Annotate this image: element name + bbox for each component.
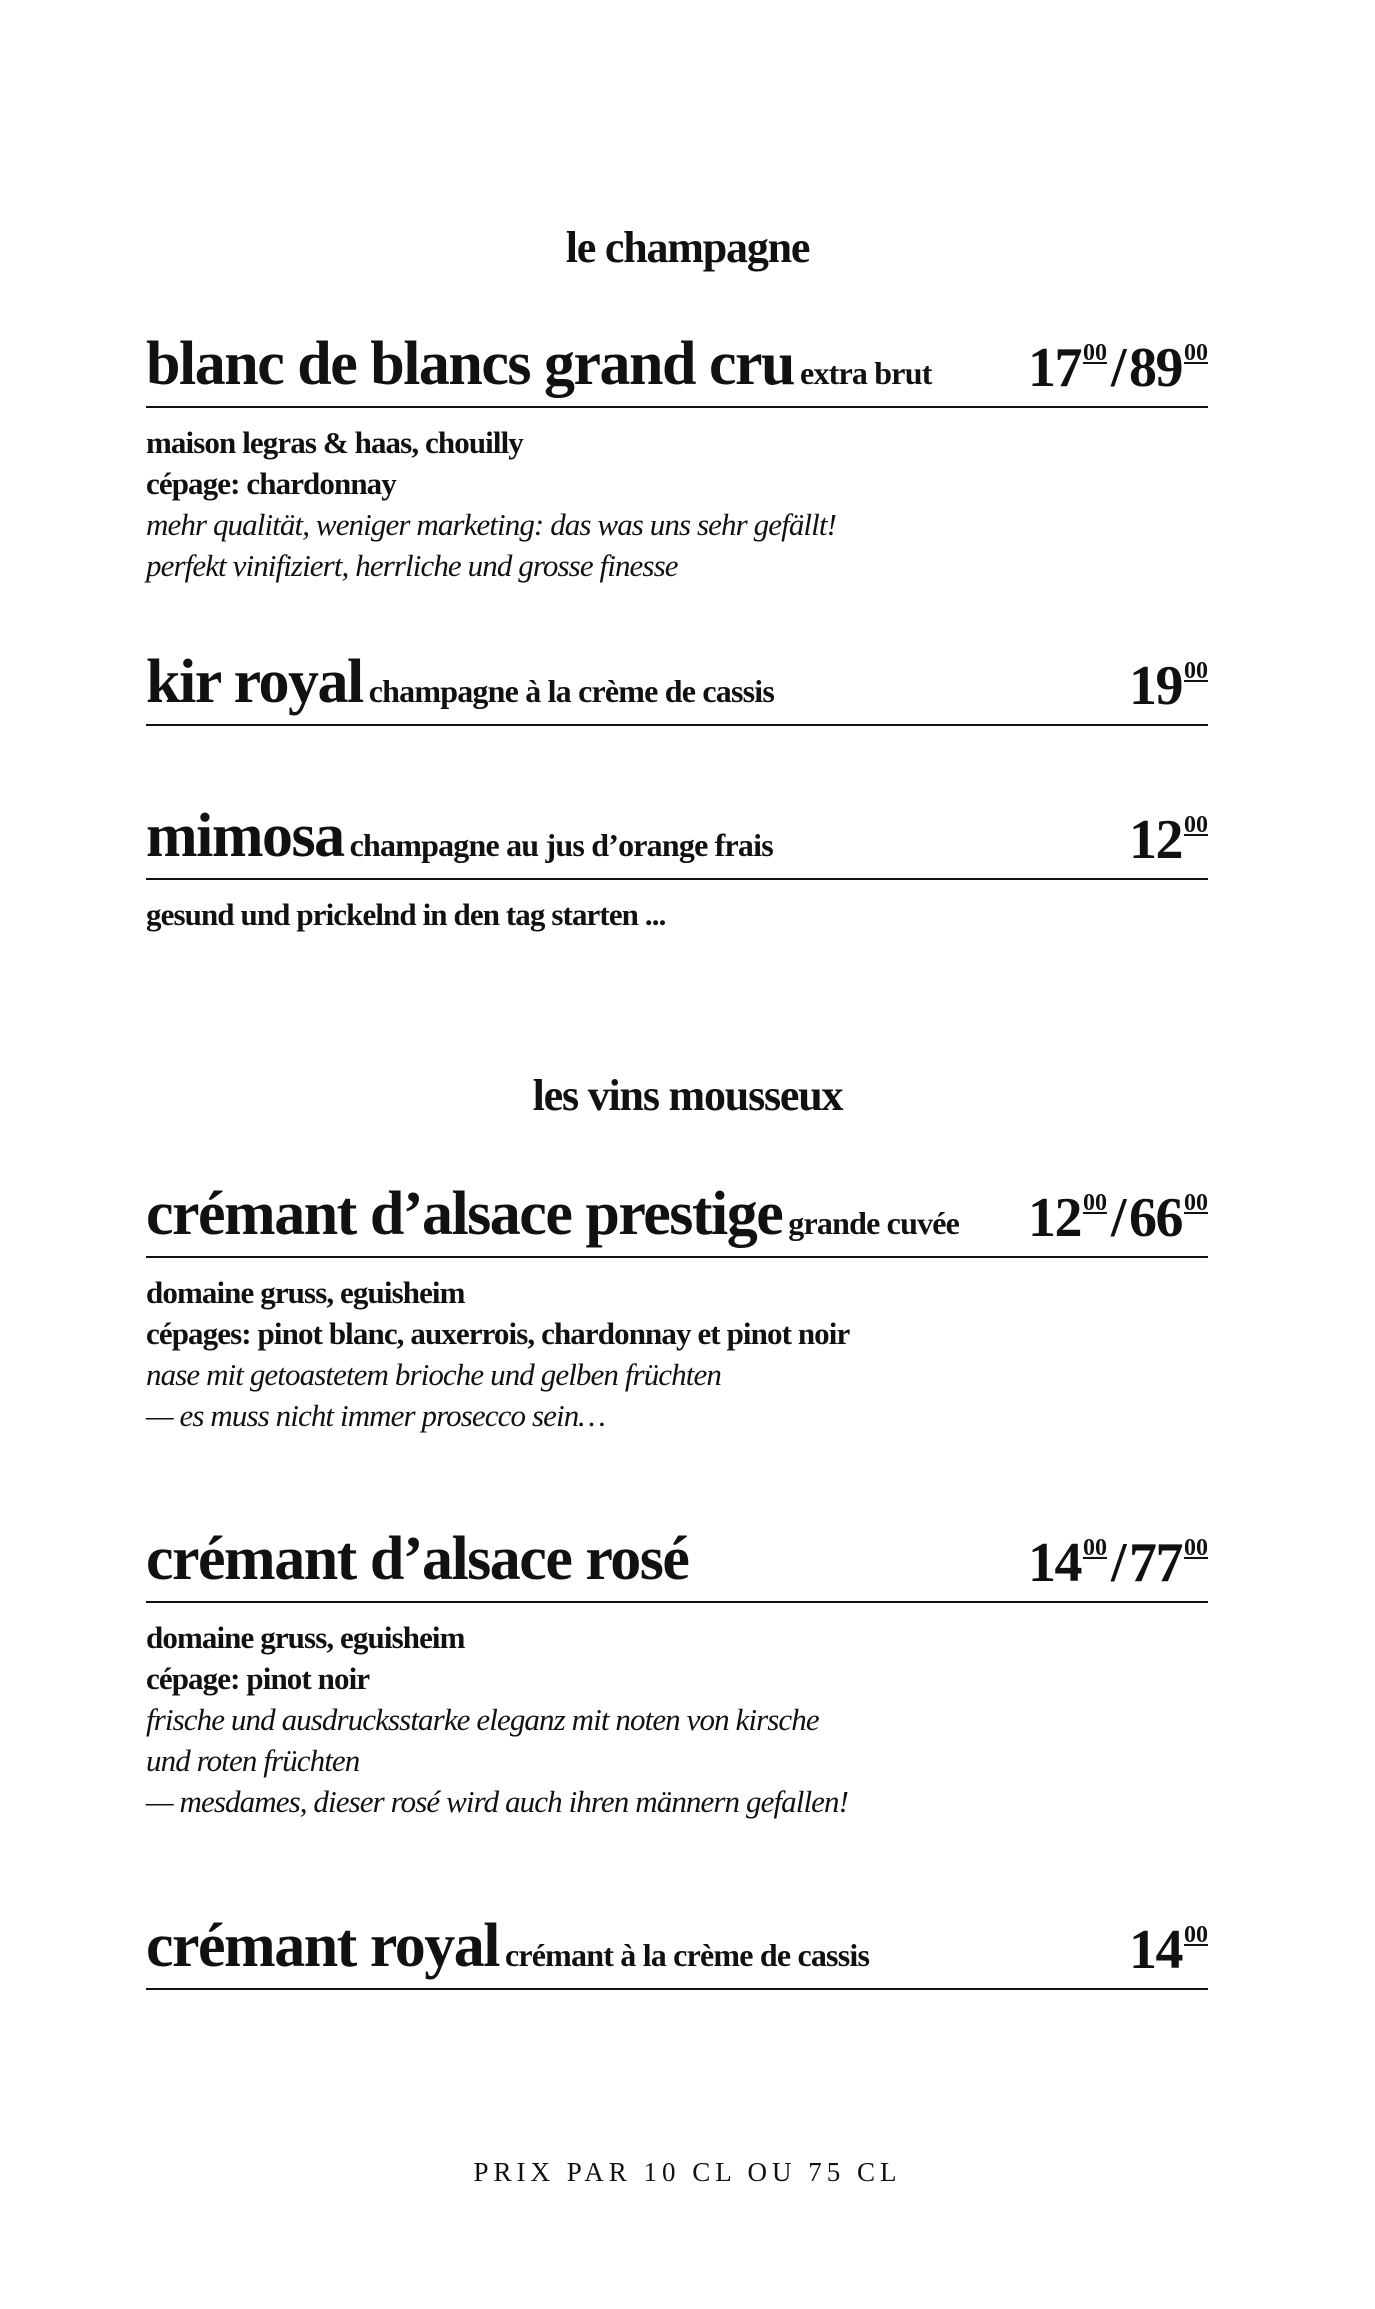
item-name: blanc de blancs grand cru [146, 330, 795, 398]
price-cents: 00 [1184, 812, 1208, 838]
menu-item [146, 1525, 1208, 1822]
item-header [146, 1525, 1208, 1603]
description-line: cépage: pinot noir [146, 1661, 370, 1696]
item-name: crémant d’alsace prestige [146, 1180, 783, 1248]
menu-item [146, 802, 1208, 935]
price-whole: 14 [1027, 1532, 1081, 1594]
description-line: — mesdames, dieser rosé wird auch ihren männern gefallen! [146, 1784, 849, 1819]
price-whole: 17 [1027, 337, 1081, 399]
item-subtitle: champagne au jus d’orange frais [349, 827, 773, 863]
item-header [146, 802, 1208, 880]
item-name: crémant royal [146, 1912, 499, 1980]
item-price [1129, 654, 1208, 718]
item-description [146, 408, 1208, 586]
item-title [146, 801, 773, 872]
price-cents: 00 [1082, 340, 1107, 366]
item-price [1028, 1186, 1208, 1250]
price-whole: 14 [1129, 1919, 1182, 1981]
item-title [146, 1524, 688, 1595]
item-description [146, 1603, 1208, 1822]
item-description [146, 880, 1208, 935]
price-separator: / [1110, 337, 1125, 399]
section-title: les vins mousseux [532, 1071, 843, 1120]
price-cents: 00 [1184, 340, 1208, 366]
price-whole: 89 [1129, 337, 1182, 399]
price-whole: 12 [1027, 1187, 1081, 1249]
item-header [146, 648, 1208, 726]
price-footnote: PRIX PAR 10 CL OU 75 CL [473, 2157, 902, 2187]
description-line: maison legras & haas, chouilly [146, 425, 523, 460]
description-line: gesund und prickelnd in den tag starten ... [146, 897, 666, 932]
menu-item [146, 1180, 1208, 1436]
description-line: — es muss nicht immer prosecco sein… [146, 1398, 605, 1433]
description-line: nase mit getoastetem brioche und gelben früchten [146, 1357, 721, 1392]
description-line: mehr qualität, weniger marketing: das was uns sehr gefällt! [146, 507, 836, 542]
item-subtitle: grande cuvée [788, 1205, 960, 1241]
item-description [146, 1258, 1208, 1436]
price-whole: 77 [1129, 1532, 1182, 1594]
item-price [1028, 336, 1208, 400]
item-subtitle: champagne à la crème de cassis [368, 673, 775, 709]
menu-item [146, 330, 1208, 586]
item-header [146, 1912, 1208, 1990]
item-price [1028, 1531, 1208, 1595]
menu-item [146, 1912, 1208, 1990]
item-price [1129, 808, 1208, 872]
price-separator: / [1110, 1187, 1125, 1249]
price-whole: 19 [1129, 655, 1182, 717]
price-whole: 12 [1129, 809, 1182, 871]
price-whole: 66 [1129, 1187, 1182, 1249]
price-cents: 00 [1184, 1190, 1208, 1216]
item-subtitle: extra brut [800, 355, 932, 391]
item-header [146, 1180, 1208, 1258]
item-price [1129, 1918, 1208, 1982]
price-cents: 00 [1184, 658, 1208, 684]
menu-item [146, 648, 1208, 726]
item-title [146, 329, 932, 400]
item-title [146, 1179, 959, 1250]
section-title: le champagne [565, 223, 810, 272]
description-line: domaine gruss, eguisheim [146, 1275, 465, 1310]
description-line: cépage: chardonnay [146, 466, 396, 501]
description-line: perfekt vinifiziert, herrliche und grosse finesse [146, 548, 678, 583]
description-line: cépages: pinot blanc, auxerrois, chardonnay et pinot noir [146, 1316, 850, 1351]
description-line: und roten früchten [146, 1743, 360, 1778]
description-line: domaine gruss, eguisheim [146, 1620, 465, 1655]
item-name: kir royal [146, 648, 363, 716]
item-name: crémant d’alsace rosé [146, 1525, 689, 1593]
price-cents: 00 [1184, 1535, 1208, 1561]
description-line: frische und ausdrucksstarke eleganz mit noten von kirsche [146, 1702, 819, 1737]
price-cents: 00 [1082, 1535, 1107, 1561]
item-title [146, 1911, 869, 1982]
item-subtitle: crémant à la crème de cassis [504, 1937, 870, 1973]
price-separator: / [1110, 1532, 1125, 1594]
price-cents: 00 [1184, 1922, 1208, 1948]
item-name: mimosa [146, 802, 344, 870]
item-title [146, 647, 774, 718]
item-header [146, 330, 1208, 408]
price-cents: 00 [1082, 1190, 1107, 1216]
